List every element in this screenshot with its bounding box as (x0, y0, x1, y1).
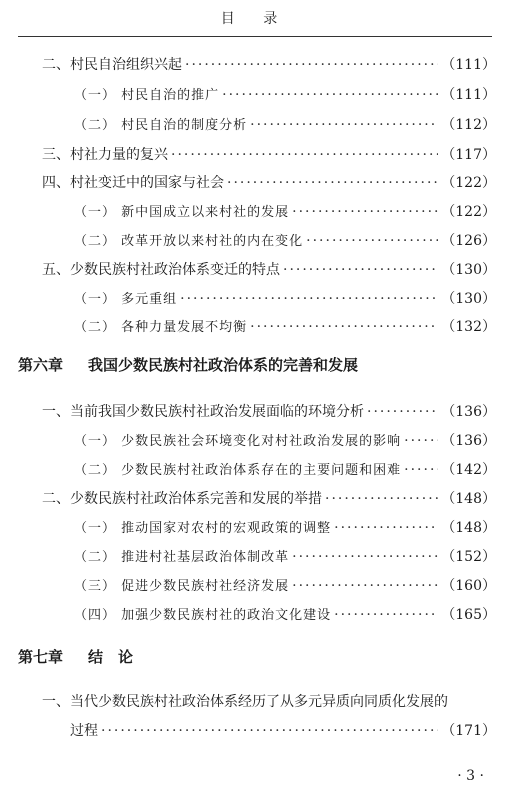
toc-entry-page: （112） (441, 117, 496, 133)
leader-dots (325, 491, 438, 507)
chapter-heading[interactable] (18, 354, 358, 375)
toc-entry[interactable] (0, 201, 510, 221)
toc-entry[interactable] (0, 316, 510, 336)
toc-entry[interactable] (0, 288, 510, 308)
toc-entry-label: （二） 各种力量发展不均衡 (74, 320, 248, 335)
toc-entry-page: （111） (441, 57, 496, 73)
toc-entry-page: （122） (441, 175, 496, 191)
toc-entry-label: （二） 少数民族村社政治体系存在的主要问题和困难 (74, 463, 402, 478)
running-header: 目 录 (220, 11, 290, 27)
chapter-heading[interactable] (18, 646, 133, 667)
leader-dots (334, 607, 438, 623)
leader-dots (292, 204, 438, 220)
chapter-number: 第六章 (18, 356, 64, 374)
toc-entry[interactable] (0, 720, 510, 740)
leader-dots (250, 319, 438, 335)
leader-dots (171, 147, 438, 163)
toc-entry-label: （三） 促进少数民族村社经济发展 (74, 579, 290, 594)
toc-entry-label: 二、村民自治组织兴起 (42, 57, 182, 73)
leader-dots (292, 549, 438, 565)
toc-entry-label: 一、当前我国少数民族村社政治发展面临的环境分析 (42, 404, 364, 420)
toc-entry-label: （一） 多元重组 (74, 292, 178, 307)
toc-entry[interactable] (0, 546, 510, 566)
toc-entry-label: （一） 推动国家对农村的宏观政策的调整 (74, 521, 332, 536)
leader-dots (222, 87, 438, 103)
toc-entry[interactable] (0, 488, 510, 508)
toc-entry-page: （136） (441, 404, 496, 420)
leader-dots (404, 433, 438, 449)
toc-entry-page: （136） (441, 433, 496, 449)
leader-dots (180, 291, 438, 307)
toc-entry-page: （142） (441, 462, 496, 478)
toc-entry[interactable] (0, 401, 510, 421)
toc-entry-label: （一） 少数民族社会环境变化对村社政治发展的影响 (74, 434, 402, 449)
toc-entry[interactable] (0, 259, 510, 279)
toc-entry-label: 四、村社变迁中的国家与社会 (42, 175, 224, 191)
toc-entry-label: （四） 加强少数民族村社的政治文化建设 (74, 608, 332, 623)
toc-entry-page: （130） (441, 262, 496, 278)
toc-entry[interactable] (0, 54, 510, 74)
toc-entry[interactable] (0, 604, 510, 624)
leader-dots (367, 404, 438, 420)
header-rule (18, 36, 492, 37)
toc-entry-label-line2: 过程 (70, 723, 98, 739)
toc-entry[interactable] (0, 517, 510, 537)
page-number: · 3 · (457, 768, 484, 784)
toc-entry-page: （130） (441, 291, 496, 307)
toc-entry[interactable] (0, 84, 510, 104)
toc-entry[interactable] (0, 575, 510, 595)
leader-dots (250, 117, 438, 133)
leader-dots (101, 723, 438, 739)
toc-entry-label-line1[interactable]: 一、当代少数民族村社政治体系经历了从多元异质向同质化发展的 (42, 694, 448, 710)
toc-entry-label: （二） 推进村社基层政治体制改革 (74, 550, 290, 565)
leader-dots (283, 262, 438, 278)
toc-entry-label: （二） 村民自治的制度分析 (74, 118, 248, 133)
toc-entry-page: （160） (441, 578, 496, 594)
toc-entry-label: （一） 村民自治的推广 (74, 88, 220, 103)
toc-entry-page: （165） (441, 607, 496, 623)
toc-entry-page: （171） (441, 723, 496, 739)
toc-entry-page: （126） (441, 233, 496, 249)
toc-entry[interactable] (0, 144, 510, 164)
leader-dots (292, 578, 438, 594)
toc-entry-page: （148） (441, 520, 496, 536)
toc-entry-page: （152） (441, 549, 496, 565)
toc-entry-label: 二、少数民族村社政治体系完善和发展的举措 (42, 491, 322, 507)
toc-entry[interactable] (0, 459, 510, 479)
leader-dots (185, 57, 438, 73)
chapter-title: 我国少数民族村社政治体系的完善和发展 (88, 356, 359, 374)
leader-dots (306, 233, 438, 249)
toc-entry-page: （132） (441, 319, 496, 335)
toc-entry-label: （二） 改革开放以来村社的内在变化 (74, 234, 304, 249)
toc-entry-page: （117） (441, 147, 496, 163)
toc-entry[interactable] (0, 430, 510, 450)
toc-entry[interactable] (0, 114, 510, 134)
chapter-number: 第七章 (18, 648, 64, 666)
toc-entry-page: （111） (441, 87, 496, 103)
toc-entry-page: （122） (441, 204, 496, 220)
toc-entry-label: （一） 新中国成立以来村社的发展 (74, 205, 290, 220)
leader-dots (227, 175, 438, 191)
toc-entry[interactable] (0, 172, 510, 192)
toc-entry-label: 三、村社力量的复兴 (42, 147, 168, 163)
toc-entry-label: 五、少数民族村社政治体系变迁的特点 (42, 262, 280, 278)
toc-entry[interactable] (0, 230, 510, 250)
toc-entry-page: （148） (441, 491, 496, 507)
chapter-title: 结 论 (88, 648, 134, 666)
leader-dots (404, 462, 438, 478)
leader-dots (334, 520, 438, 536)
